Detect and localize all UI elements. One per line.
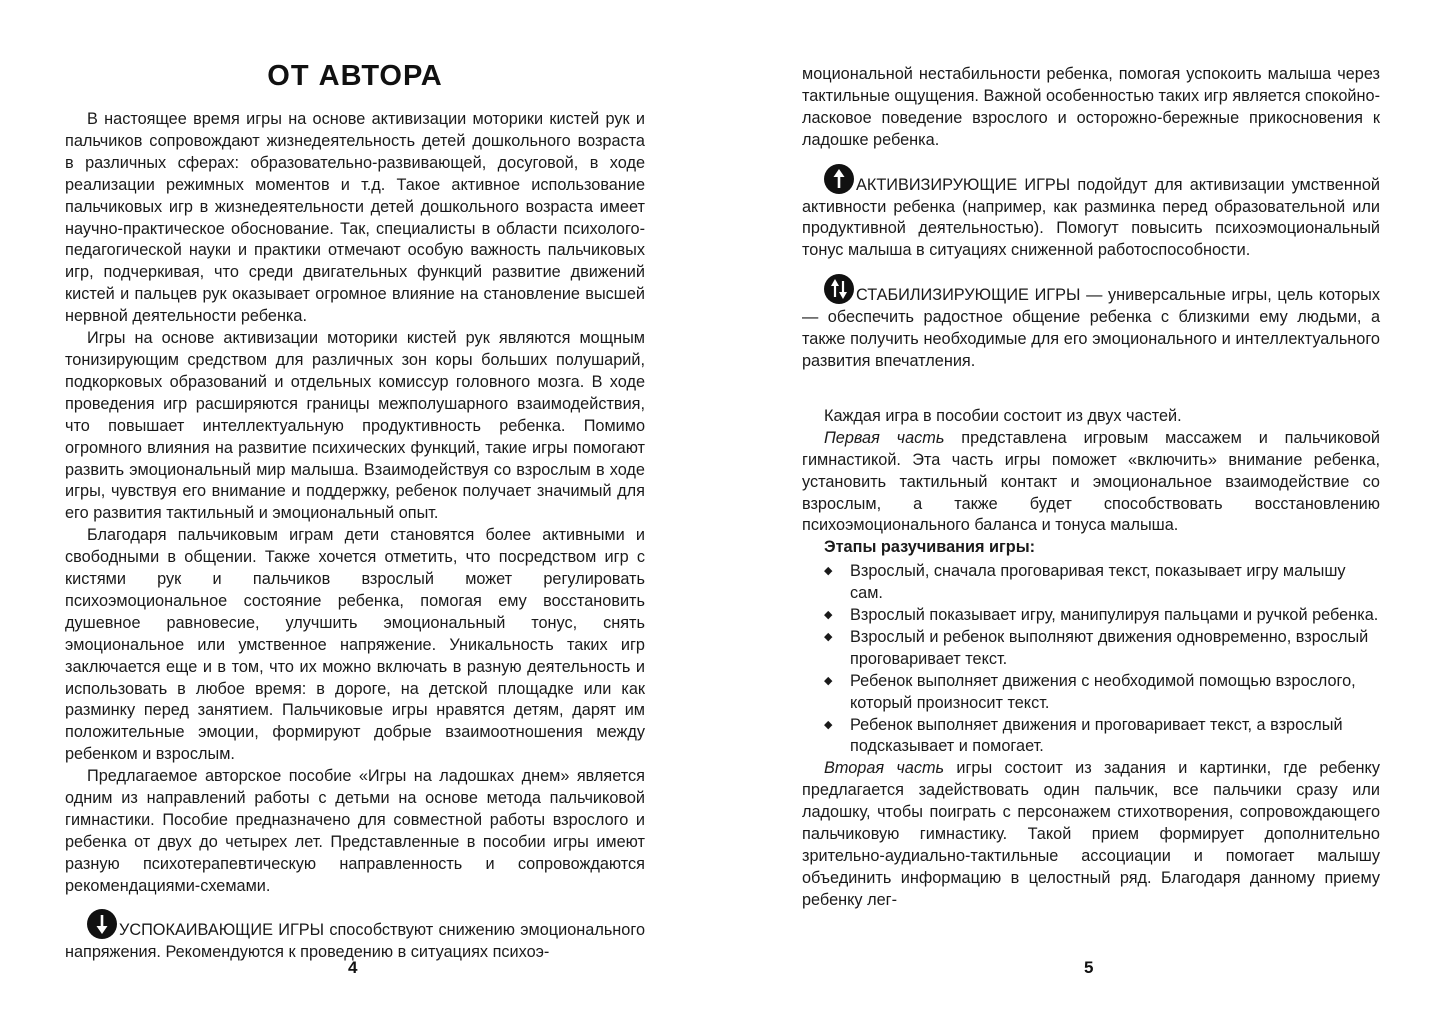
list-item [802,627,1380,671]
page-title: ОТ АВТОРА [267,60,443,92]
diamond-bullet-icon: ◆ [824,674,833,687]
diamond-bullet-icon: ◆ [824,630,833,643]
list-item-text: Взрослый и ребенок выполняют движения одновременно, взрослый проговаривает текст. [850,627,1369,668]
list-item-text: Взрослый, сначала проговаривая текст, показывает игру малышу сам. [850,562,1346,603]
paragraph: Благодаря пальчиковым играм дети становятся более активными и свободными в общении. Также хочется отметить, что посредством игр с кистями рук и пальчиков взрослый может регулировать психоэмоциональное состояние ребенка, помогая ему восстановить душевное равновесие, улучшить эмоциональный тонус, снять эмоциональное или умственное напряжение. Уникальность таких игр заключается еще и в том, что их можно включать в разную деятельность и использовать в любое время: в дороге, на детской площадке или как разминку перед занятием. Пальчиковые игры нравятся детям, дарят им положительные эмоции, формируют добрые взаимоотношения между ребенком и взрослым. [65,526,645,764]
activating-games-paragraph [802,164,1380,263]
paragraph: Игры на основе активизации моторики кистей рук являются мощным тонизирующим средством для различных зон коры больших полушарий, подкорковых образований и отдельных комиссур головного мозга. В ходе проведения игр расширяются границы межполушарного взаимодействия, что повышает интеллектуальную продуктивность ребенка. Помимо огромного влияния на развитие психических функций, такие игры помогают развить эмоциональный мир малыша. Взаимодействуя со взрослым в ходе игры, чувствуя его внимание и поддержку, ребенок получает значимый для его развития тактильный и эмоциональный опыт. [65,329,645,523]
paragraph: моциональной нестабильности ребенка, помогая успокоить малыша через тактильные ощущения. Важной особенностью таких игр является спокойно-ласковое поведение взрослого и осторожно-бережные прикосновения к ладошке ребенка. [802,65,1380,149]
first-part-text: представлена игровым массажем и пальчиковой гимнастикой. Эта часть игры поможет «включить» внимание ребенка, установить тактильный контакт и эмоциональное взаимодействие со взрослым, а также будет способствовать восстановлению психоэмоционального баланса и тонуса малыша. [802,428,1380,535]
second-part-label: Вторая часть [824,759,945,778]
left-page-body [65,109,645,963]
calming-games-paragraph [65,909,645,964]
stages-heading: Этапы разучивания игры: [824,538,1036,557]
activating-games-text: АКТИВИЗИРУЮЩИЕ ИГРЫ подойдут для активизации умственной активности ребенка (например, как разминка перед образовательной или продуктивной деятельностью). Помогут повысить психоэмоциональный тонус малыша в ситуациях сниженной работоспособности. [802,175,1380,260]
paragraph: Предлагаемое авторское пособие «Игры на ладошках днем» является одним из направлений работы с детьми на основе метода пальчиковой гимнастики. Пособие предназначено для совместной работы взрослого и ребенка от двух до четырех лет. Представленные в пособии игры имеют разную психотерапевтическую направленность и сопровождаются рекомендациями-схемами. [65,767,645,895]
page-number: 4 [348,958,358,977]
list-item [802,605,1380,627]
stabilizing-games-paragraph [802,274,1380,373]
stabilizing-games-text: СТАБИЛИЗИРУЮЩИЕ ИГРЫ — универсальные игры, цель которых — обеспечить радостное общение ребенка с близкими ему людьми, а также получить необходимые для его эмоционального и интеллектуального развития впечатления. [802,286,1380,370]
right-page-body [802,64,1380,912]
list-item-text: Взрослый показывает игру, манипулируя пальцами и ручкой ребенка. [850,606,1379,625]
calming-games-text: УСПОКАИВАЮЩИЕ ИГРЫ способствуют снижению эмоционального напряжения. Рекомендуются к проведению в ситуациях психоэ- [65,920,645,961]
second-part-text: игры состоит из задания и картинки, где ребенку предлагается задействовать один пальчик, все пальчики сразу или ладошку, чтобы поиграть с персонажем стихотворения, сопровождающего пальчиковую гимнастику. Такой прием формирует дополнительно зрительно-аудиально-тактильные ассоциации и помогает малышу объединить информацию в целостный ряд. Благодаря данному приему ребенку лег- [802,759,1380,909]
list-item-text: Ребенок выполняет движения с необходимой помощью взрослого, который произносит текст. [850,671,1356,712]
list-item [802,671,1380,715]
second-part-paragraph [802,758,1380,911]
paragraph: В настоящее время игры на основе активизации моторики кистей рук и пальчиков сопровождают жизнедеятельность детей дошкольного возраста в различных сферах: образовательно-развивающей, досуговой, в ходе реализации режимных моментов и т.д. Такое активное использование пальчиковых игр в жизнедеятельности детей дошкольного возраста имеет научно-практическое обоснование. Так, специалисты в области психолого-педагогической науки и практики отмечают особую важность пальчиковых игр, подчеркивая, что среди двигательных функций развитие движений кистей и пальцев рук оказывает огромное влияние на становление высшей нервной деятельности ребенка. [65,110,645,326]
page-number: 5 [1084,958,1094,977]
diamond-bullet-icon: ◆ [824,565,833,578]
first-part-paragraph [802,428,1380,538]
list-item [802,715,1380,759]
left-page [65,0,645,1033]
list-item [802,561,1380,605]
structure-intro: Каждая игра в пособии состоит из двух частей. [824,406,1182,425]
arrow-up-icon [824,164,854,194]
diamond-bullet-icon: ◆ [824,718,833,731]
right-page [802,0,1380,1033]
first-part-label: Первая часть [824,428,945,447]
list-item-text: Ребенок выполняет движения и проговаривает текст, а взрослый подсказывает и помогает. [850,715,1343,756]
stages-list [802,561,1380,758]
arrow-down-icon [87,909,117,939]
arrows-up-down-icon [824,274,854,304]
diamond-bullet-icon: ◆ [824,609,833,622]
